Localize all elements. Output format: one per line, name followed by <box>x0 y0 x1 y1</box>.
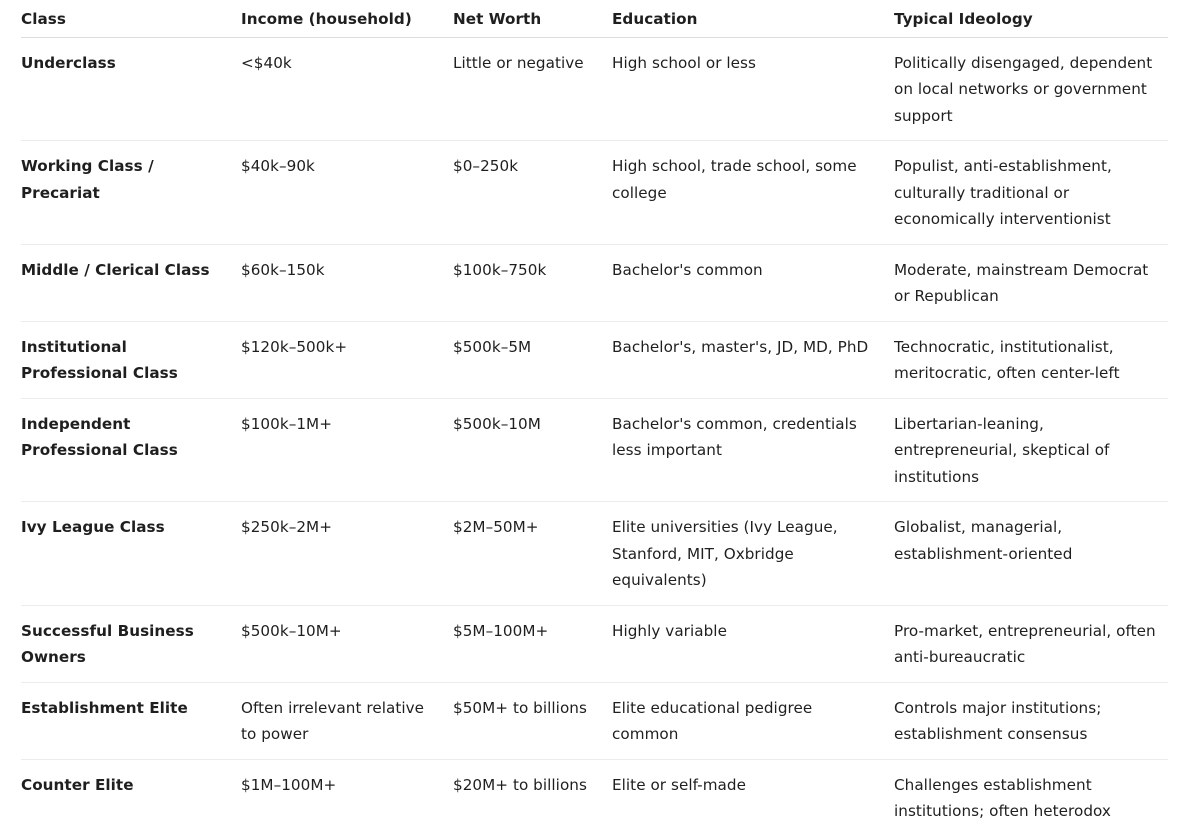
education-cell: High school or less <box>612 37 894 141</box>
ideology-cell: Controls major institutions; establishment consensus <box>894 682 1168 759</box>
education-cell: Bachelor's, master's, JD, MD, PhD <box>612 321 894 398</box>
education-cell: Elite educational pedigree common <box>612 682 894 759</box>
table-row <box>21 244 1168 321</box>
table-row <box>21 502 1168 606</box>
class-name-cell: Independent Professional Class <box>21 398 241 502</box>
net-worth-cell: $100k–750k <box>453 244 612 321</box>
ideology-cell: Moderate, mainstream Democrat or Republican <box>894 244 1168 321</box>
income-cell: $40k–90k <box>241 141 453 245</box>
education-cell: Bachelor's common, credentials less important <box>612 398 894 502</box>
class-name-cell: Underclass <box>21 37 241 141</box>
ideology-cell: Libertarian-leaning, entrepreneurial, skeptical of institutions <box>894 398 1168 502</box>
column-header-ideology: Typical Ideology <box>894 0 1168 37</box>
class-name-cell: Counter Elite <box>21 775 134 794</box>
education-cell: Elite universities (Ivy League, Stanford, MIT, Oxbridge equivalents) <box>612 502 894 606</box>
ideology-cell: Populist, anti-establishment, culturally traditional or economically interventionist <box>894 141 1168 245</box>
table-header-row <box>21 0 1168 37</box>
table-row <box>21 682 1168 759</box>
ideology-cell: Technocratic, institutionalist, meritocratic, often center-left <box>894 321 1168 398</box>
net-worth-cell: $5M–100M+ <box>453 605 612 682</box>
class-name-cell: Ivy League Class <box>21 502 241 606</box>
education-cell: Bachelor's common <box>612 244 894 321</box>
income-cell: $500k–10M+ <box>241 605 453 682</box>
table-row <box>21 141 1168 245</box>
income-cell: $120k–500k+ <box>241 321 453 398</box>
class-name-cell: Successful Business Owners <box>21 605 241 682</box>
table-row <box>21 321 1168 398</box>
net-worth-cell: Little or negative <box>453 37 612 141</box>
ideology-cell: Challenges establishment institutions; often heterodox <box>894 775 1111 820</box>
class-name-cell: Establishment Elite <box>21 682 241 759</box>
column-header-income: Income (household) <box>241 0 453 37</box>
income-cell: Often irrelevant relative to power <box>241 682 453 759</box>
ideology-cell: Globalist, managerial, establishment-oriented <box>894 502 1168 606</box>
table-row <box>21 759 1168 836</box>
table-row <box>21 37 1168 141</box>
table-row <box>21 605 1168 682</box>
income-cell: $100k–1M+ <box>241 398 453 502</box>
net-worth-cell: $500k–5M <box>453 321 612 398</box>
income-cell: <$40k <box>241 37 453 141</box>
net-worth-cell: $20M+ to billions <box>453 775 587 794</box>
education-cell: Highly variable <box>612 605 894 682</box>
net-worth-cell: $500k–10M <box>453 398 612 502</box>
ideology-cell: Pro-market, entrepreneurial, often anti-bureaucratic <box>894 605 1168 682</box>
class-name-cell: Middle / Clerical Class <box>21 244 241 321</box>
table-row <box>21 398 1168 502</box>
income-cell: $60k–150k <box>241 244 453 321</box>
column-header-class: Class <box>21 0 241 37</box>
class-name-cell: Working Class / Precariat <box>21 141 241 245</box>
class-comparison-table-container <box>21 0 1168 836</box>
column-header-net-worth: Net Worth <box>453 0 612 37</box>
ideology-cell: Politically disengaged, dependent on local networks or government support <box>894 37 1168 141</box>
income-cell: $250k–2M+ <box>241 502 453 606</box>
education-cell: Elite or self-made <box>612 775 746 794</box>
net-worth-cell: $0–250k <box>453 141 612 245</box>
education-cell: High school, trade school, some college <box>612 141 894 245</box>
income-cell: $1M–100M+ <box>241 775 337 794</box>
class-name-cell: Institutional Professional Class <box>21 321 241 398</box>
net-worth-cell: $2M–50M+ <box>453 502 612 606</box>
column-header-education: Education <box>612 0 894 37</box>
class-comparison-table <box>21 0 1168 836</box>
net-worth-cell: $50M+ to billions <box>453 682 612 759</box>
